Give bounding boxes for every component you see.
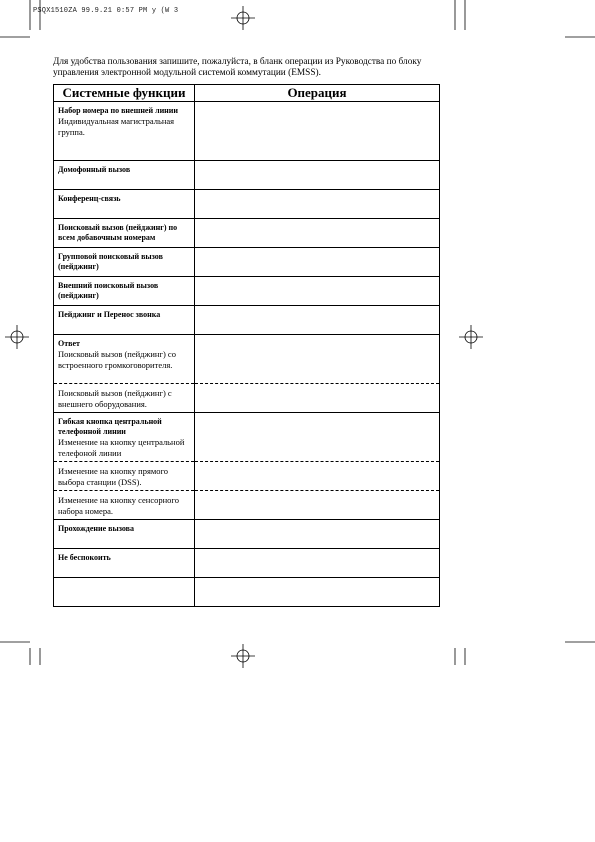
function-description: Индивидуальная магистральная группа. — [58, 116, 175, 137]
header-functions: Системные функции — [54, 85, 195, 102]
operation-cell[interactable] — [195, 413, 440, 462]
table-row — [54, 413, 440, 462]
function-cell — [54, 413, 195, 462]
function-title: Конференц-связь — [58, 194, 121, 203]
operations-table — [53, 84, 440, 607]
function-title: Гибкая кнопка центральной телефонной линии — [58, 417, 162, 436]
function-cell — [54, 384, 195, 413]
function-cell — [54, 306, 195, 335]
function-title: Домофонный вызов — [58, 165, 131, 174]
operation-cell[interactable] — [195, 491, 440, 520]
table-row — [54, 549, 440, 578]
registration-mark-bottom — [231, 644, 255, 668]
operation-cell[interactable] — [195, 190, 440, 219]
operation-cell[interactable] — [195, 102, 440, 161]
registration-mark-left — [5, 325, 29, 349]
function-title: Групповой поисковый вызов (пейджинг) — [58, 252, 163, 271]
table-row — [54, 248, 440, 277]
registration-mark-right — [459, 325, 483, 349]
table-row — [54, 462, 440, 491]
operation-cell[interactable] — [195, 306, 440, 335]
table-body — [54, 102, 440, 607]
function-description: Поисковый вызов (пейджинг) со встроенного громкоговорителя. — [58, 349, 176, 370]
function-cell — [54, 102, 195, 161]
table-row — [54, 306, 440, 335]
function-description: Поисковый вызов (пейджинг) с внешнего оборудования. — [58, 388, 172, 409]
function-title: Ответ — [58, 339, 80, 348]
function-title: Набор номера по внешней линии — [58, 106, 179, 115]
function-cell — [54, 219, 195, 248]
table-row — [54, 491, 440, 520]
operation-cell[interactable] — [195, 161, 440, 190]
function-title: Пейджинг и Перенос звонка — [58, 310, 161, 319]
function-cell — [54, 161, 195, 190]
table-row — [54, 219, 440, 248]
table-row — [54, 190, 440, 219]
operation-cell[interactable] — [195, 549, 440, 578]
operation-cell[interactable] — [195, 335, 440, 384]
table-row — [54, 384, 440, 413]
table-row — [54, 578, 440, 607]
operation-cell[interactable] — [195, 219, 440, 248]
function-description: Изменение на кнопку центральной телефоной линии — [58, 437, 185, 458]
table-header-row — [54, 85, 440, 102]
function-title: Поисковый вызов (пейджинг) по всем добавочным номерам — [58, 223, 178, 242]
function-description: Изменение на кнопку прямого выбора станции (DSS). — [58, 466, 169, 487]
function-cell — [54, 491, 195, 520]
operation-cell[interactable] — [195, 277, 440, 306]
table-row — [54, 277, 440, 306]
function-title: Не беспокоить — [58, 553, 111, 562]
function-cell — [54, 462, 195, 491]
function-cell — [54, 190, 195, 219]
function-description: Изменение на кнопку сенсорного набора номера. — [58, 495, 179, 516]
operation-cell[interactable] — [195, 578, 440, 607]
function-title: Прохождение вызова — [58, 524, 134, 533]
operation-cell[interactable] — [195, 462, 440, 491]
table-row — [54, 335, 440, 384]
header-operation: Операция — [195, 85, 440, 102]
operation-cell[interactable] — [195, 384, 440, 413]
print-slug: PSQX1510ZA 99.9.21 0:57 PM y (W 3 — [33, 7, 179, 15]
function-cell — [54, 578, 195, 607]
function-cell — [54, 549, 195, 578]
registration-mark-top — [231, 6, 255, 30]
table-row — [54, 520, 440, 549]
intro-text: Для удобства пользования запишите, пожалуйста, в бланк операции из Руководства по блоку управления электронной модульной системой коммутации (EMSS). — [53, 57, 422, 78]
operation-cell[interactable] — [195, 520, 440, 549]
operation-cell[interactable] — [195, 248, 440, 277]
function-cell — [54, 335, 195, 384]
function-cell — [54, 277, 195, 306]
table-row — [54, 102, 440, 161]
function-cell — [54, 520, 195, 549]
function-cell — [54, 248, 195, 277]
table-row — [54, 161, 440, 190]
function-title: Внешний поисковый вызов (пейджинг) — [58, 281, 159, 300]
